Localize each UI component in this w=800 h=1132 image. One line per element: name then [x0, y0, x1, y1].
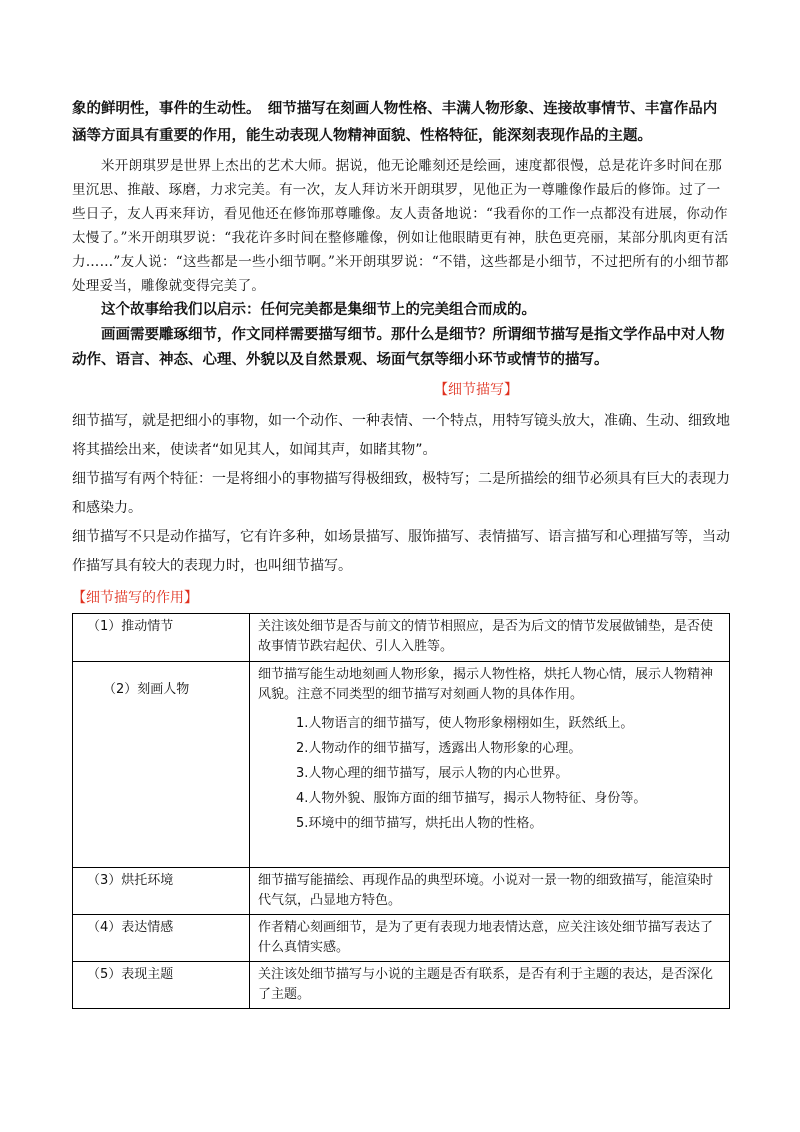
row-text: 细节描写能生动地刻画人物形象，揭示人物性格，烘托人物心情，展示人物精神风貌。注意不同类型的细节描写对刻画人物的具体作用。 — [258, 667, 714, 702]
row-text: 关注该处细节描写与小说的主题是否有联系，是否有利于主题的表达，是否深化了主题。 — [250, 962, 730, 1009]
row-label: （3）烘托环境 — [73, 868, 250, 915]
story-moral: 这个故事给我们以启示：任何完美都是集细节上的完美组合而成的。 — [101, 302, 536, 318]
detail-paragraph-1: 细节描写，就是把细小的事物，如一个动作、一种表情、一个特点，用特写镜头放大，准确、生动、细致地将其描绘出来，使读者“如见其人，如闻其声，如睹其物”。 — [72, 413, 730, 458]
section-heading-functions: 【细节描写的作用】 — [72, 590, 198, 606]
list-item: 3.人物心理的细节描写，展示人物的内心世界。 — [296, 766, 569, 781]
character-detail-list — [258, 711, 721, 836]
row-label: （1）推动情节 — [73, 614, 250, 662]
row-text: 作者精心刻画细节，是为了更有表现力地表情达意，应关注该处细节描写表达了什么真情实感。 — [250, 915, 730, 962]
table-row — [73, 962, 730, 1009]
detail-paragraph-2: 细节描写有两个特征：一是将细小的事物描写得极细致，极特写；二是所描绘的细节必须具有巨大的表现力和感染力。 — [72, 471, 730, 516]
list-item: 1.人物语言的细节描写，使人物形象栩栩如生，跃然纸上。 — [296, 716, 634, 731]
table-row — [73, 614, 730, 662]
table-row — [73, 915, 730, 962]
detail-definition: 画画需要雕琢细节，作文同样需要描写细节。那什么是细节？所谓细节描写是指文学作品中对人物动作、语言、神态、心理、外貌以及自然景观、场面气氛等细小环节或情节的描写。 — [72, 327, 725, 368]
row-cell — [250, 662, 730, 868]
row-label: （2）刻画人物 — [73, 662, 250, 868]
row-label: （5）表现主题 — [73, 962, 250, 1009]
row-text: 关注该处细节是否与前文的情节相照应，是否为后文的情节发展做铺垫，是否使故事情节跌宕起伏、引人入胜等。 — [250, 614, 730, 662]
list-item: 4.人物外貌、服饰方面的细节描写，揭示人物特征、身份等。 — [296, 791, 647, 806]
row-text: 细节描写能描绘、再现作品的典型环境。小说对一景一物的细致描写，能渲染时代气氛，凸显地方特色。 — [250, 868, 730, 915]
functions-table — [72, 613, 730, 1009]
row-label: （4）表达情感 — [73, 915, 250, 962]
detail-paragraph-3: 细节描写不只是动作描写，它有许多种，如场景描写、服饰描写、表情描写、语言描写和心理描写等，当动作描写具有较大的表现力时，也叫细节描写。 — [72, 529, 730, 574]
section-heading-detail-description: 【细节描写】 — [434, 382, 518, 398]
intro-paragraph: 象的鲜明性，事件的生动性。 细节描写在刻画人物性格、丰满人物形象、连接故事情节、丰富作品内涵等方面具有重要的作用，能生动表现人物精神面貌、性格特征，能深刻表现作品的主题。 — [72, 101, 718, 144]
table-row — [73, 868, 730, 915]
list-item: 2.人物动作的细节描写，透露出人物形象的心理。 — [296, 741, 582, 756]
list-item: 5.环境中的细节描写，烘托出人物的性格。 — [296, 816, 543, 831]
document-page — [72, 96, 730, 1009]
table-row — [73, 662, 730, 868]
michelangelo-story: 米开朗琪罗是世界上杰出的艺术大师。据说，他无论雕刻还是绘画，速度都很慢，总是花许多时间在那里沉思、推敲、琢磨，力求完美。有一次，友人拜访米开朗琪罗，见他正为一尊雕像作最后的修饰。过了一些日子，友人再来拜访，看见他还在修饰那尊雕像。友人责备地说：“我看你的工作一点都没有进展，你动作太慢了。”米开朗琪罗说：“我花许多时间在整修雕像，例如让他眼睛更有神，肤色更亮丽，某部分肌肉更有活力……”友人说：“这些都是一些小细节啊。”米开朗琪罗说：“不错，这些都是小细节，不过把所有的小细节都处理妥当，雕像就变得完美了。 — [72, 158, 729, 294]
